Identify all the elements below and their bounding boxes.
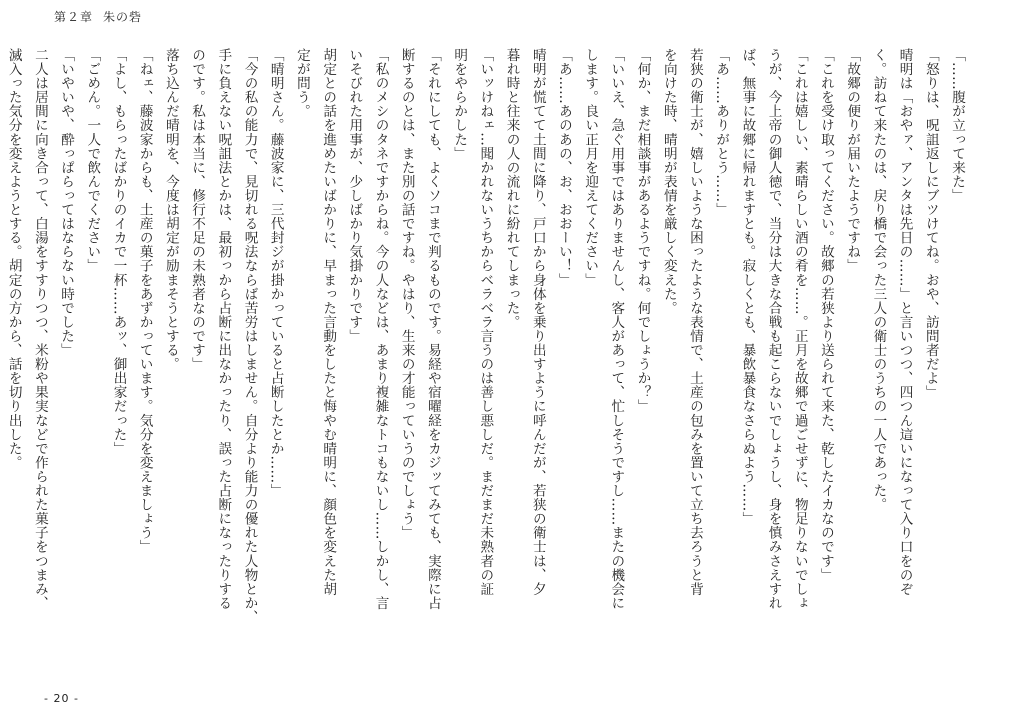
text-line: 二人は居間に向き合って、白湯をすすりつつ、米粉や果実などで作られた菓子をつまみ、 xyxy=(31,48,48,610)
text-line: く。訪ねて来たのは、戻り橋で会った三人の衛士のうちの一人であった。 xyxy=(870,48,887,512)
text-line: を向けた時、晴明が表情を厳しく変えた。 xyxy=(660,48,677,315)
text-line: ば、無事に故郷に帰れますとも。寂しくとも、暴飲暴食なさらぬよう……」 xyxy=(739,48,756,526)
text-line: 手に負えない呪詛法とかは、最初っから占断に出なかったり、誤った占断になったりする xyxy=(215,48,232,610)
text-line: 滅入った気分を変えようとする。胡定の方から、話を切り出した。 xyxy=(5,48,22,470)
chapter-number: 第２章 xyxy=(54,10,94,24)
text-line: 定が問う。 xyxy=(293,48,310,119)
text-line: します。良い正月を迎えてください」 xyxy=(582,48,599,287)
text-line: 若狭の衛士が、嬉しいような困ったような表情で、土産の包みを置いて立ち去ろうと背 xyxy=(686,48,703,596)
text-line: 落ち込んだ晴明を、今度は胡定が励まそうとする。 xyxy=(162,48,179,372)
text-line: 「晴明さん。藤波家に、三代封ジが掛かっていると占断したとか……」 xyxy=(267,48,284,498)
text-line: 「よし、もらったばかりのイカで一杯……あッ、御出家だった」 xyxy=(110,48,127,456)
text-line: 「……腹が立って来た」 xyxy=(949,48,965,203)
text-line: 晴明が慌てて土間に降り、戸口から身体を乗り出すように呼んだが、若狭の衛士は、夕 xyxy=(529,48,546,596)
text-line: 胡定との話を進めたいばかりに、早まった言動をしたと悔やむ晴明に、顔色を変えた胡 xyxy=(320,48,337,596)
text-line: 「あ……ありがとう……」 xyxy=(713,48,730,217)
vertical-text-body xyxy=(5,48,970,688)
text-line: 「これは嬉しい、素晴らしい酒の肴を……。正月を故郷で過ごせずに、物足りないでしょ xyxy=(791,48,808,610)
chapter-header xyxy=(54,8,152,25)
text-line: 「いッけねェ…聞かれないうちからベラベラ言うのは善し悪しだ。まだまだ未熟者の証 xyxy=(477,48,494,596)
page-number: - 20 - xyxy=(44,692,79,705)
text-line: 「あ……あのあの、お、おおーい！」 xyxy=(555,48,572,287)
text-line: 「ごめん。一人で飲んでください」 xyxy=(84,48,101,273)
text-line: 「怒りは、呪詛返しにブツけてね。おや、訪問者だよ」 xyxy=(922,48,939,400)
text-line: いそびれた用事が、少しばかり気掛かりです」 xyxy=(346,48,363,344)
text-line: 「私のメシのタネですからね。今の人などは、あまり複雑なトコもないし……しかし、言 xyxy=(372,48,389,610)
text-line: 暮れ時と往来の人の流れに紛れてしまった。 xyxy=(503,48,520,329)
text-line: 「いいえ、急ぐ用事ではありませんし、客人があって、忙しそうですし……またの機会に xyxy=(608,48,625,610)
text-line: 「ねェ、藤波家からも、土産の菓子をあずかっています。気分を変えましょう」 xyxy=(136,48,153,554)
text-line: のです。私は本当に、修行不足の未熟者なのです」 xyxy=(189,48,206,372)
chapter-title: 朱の砦 xyxy=(103,10,143,24)
text-line: 断するのとは、また別の話ですね。やはり、生来の才能っていうのでしょう」 xyxy=(398,48,415,540)
text-line: うが、今上帝の御人徳で、当分は大きな合戦も起こらないでしょうし、身を慎みさえすれ xyxy=(765,48,782,610)
text-line: 「何か、まだ相談事があるようですね。何でしょうか？」 xyxy=(634,48,651,414)
text-line: 「故郷の便りが届いたようですね」 xyxy=(844,48,861,273)
text-line: 晴明は「おやァ、アンタは先日の……」と言いつつ、四つん這いになって入り口をのぞ xyxy=(896,48,913,596)
text-line: 「これを受け取ってください。故郷の若狭より送られて来た、乾したイカなのです」 xyxy=(817,48,834,582)
text-line: 明をやらかした」 xyxy=(451,48,468,161)
text-line: 「それにしても、よくソコまで判るものです。易経や宿曜経をカジッてみても、実際に占 xyxy=(424,48,441,610)
text-line: 「いやいや、酔っぱらってはならない時でした」 xyxy=(58,48,75,358)
text-line: 「今の私の能力で、見切れる呪法ならば苦労はしません。自分より能力の優れた人物とか、 xyxy=(241,48,258,625)
